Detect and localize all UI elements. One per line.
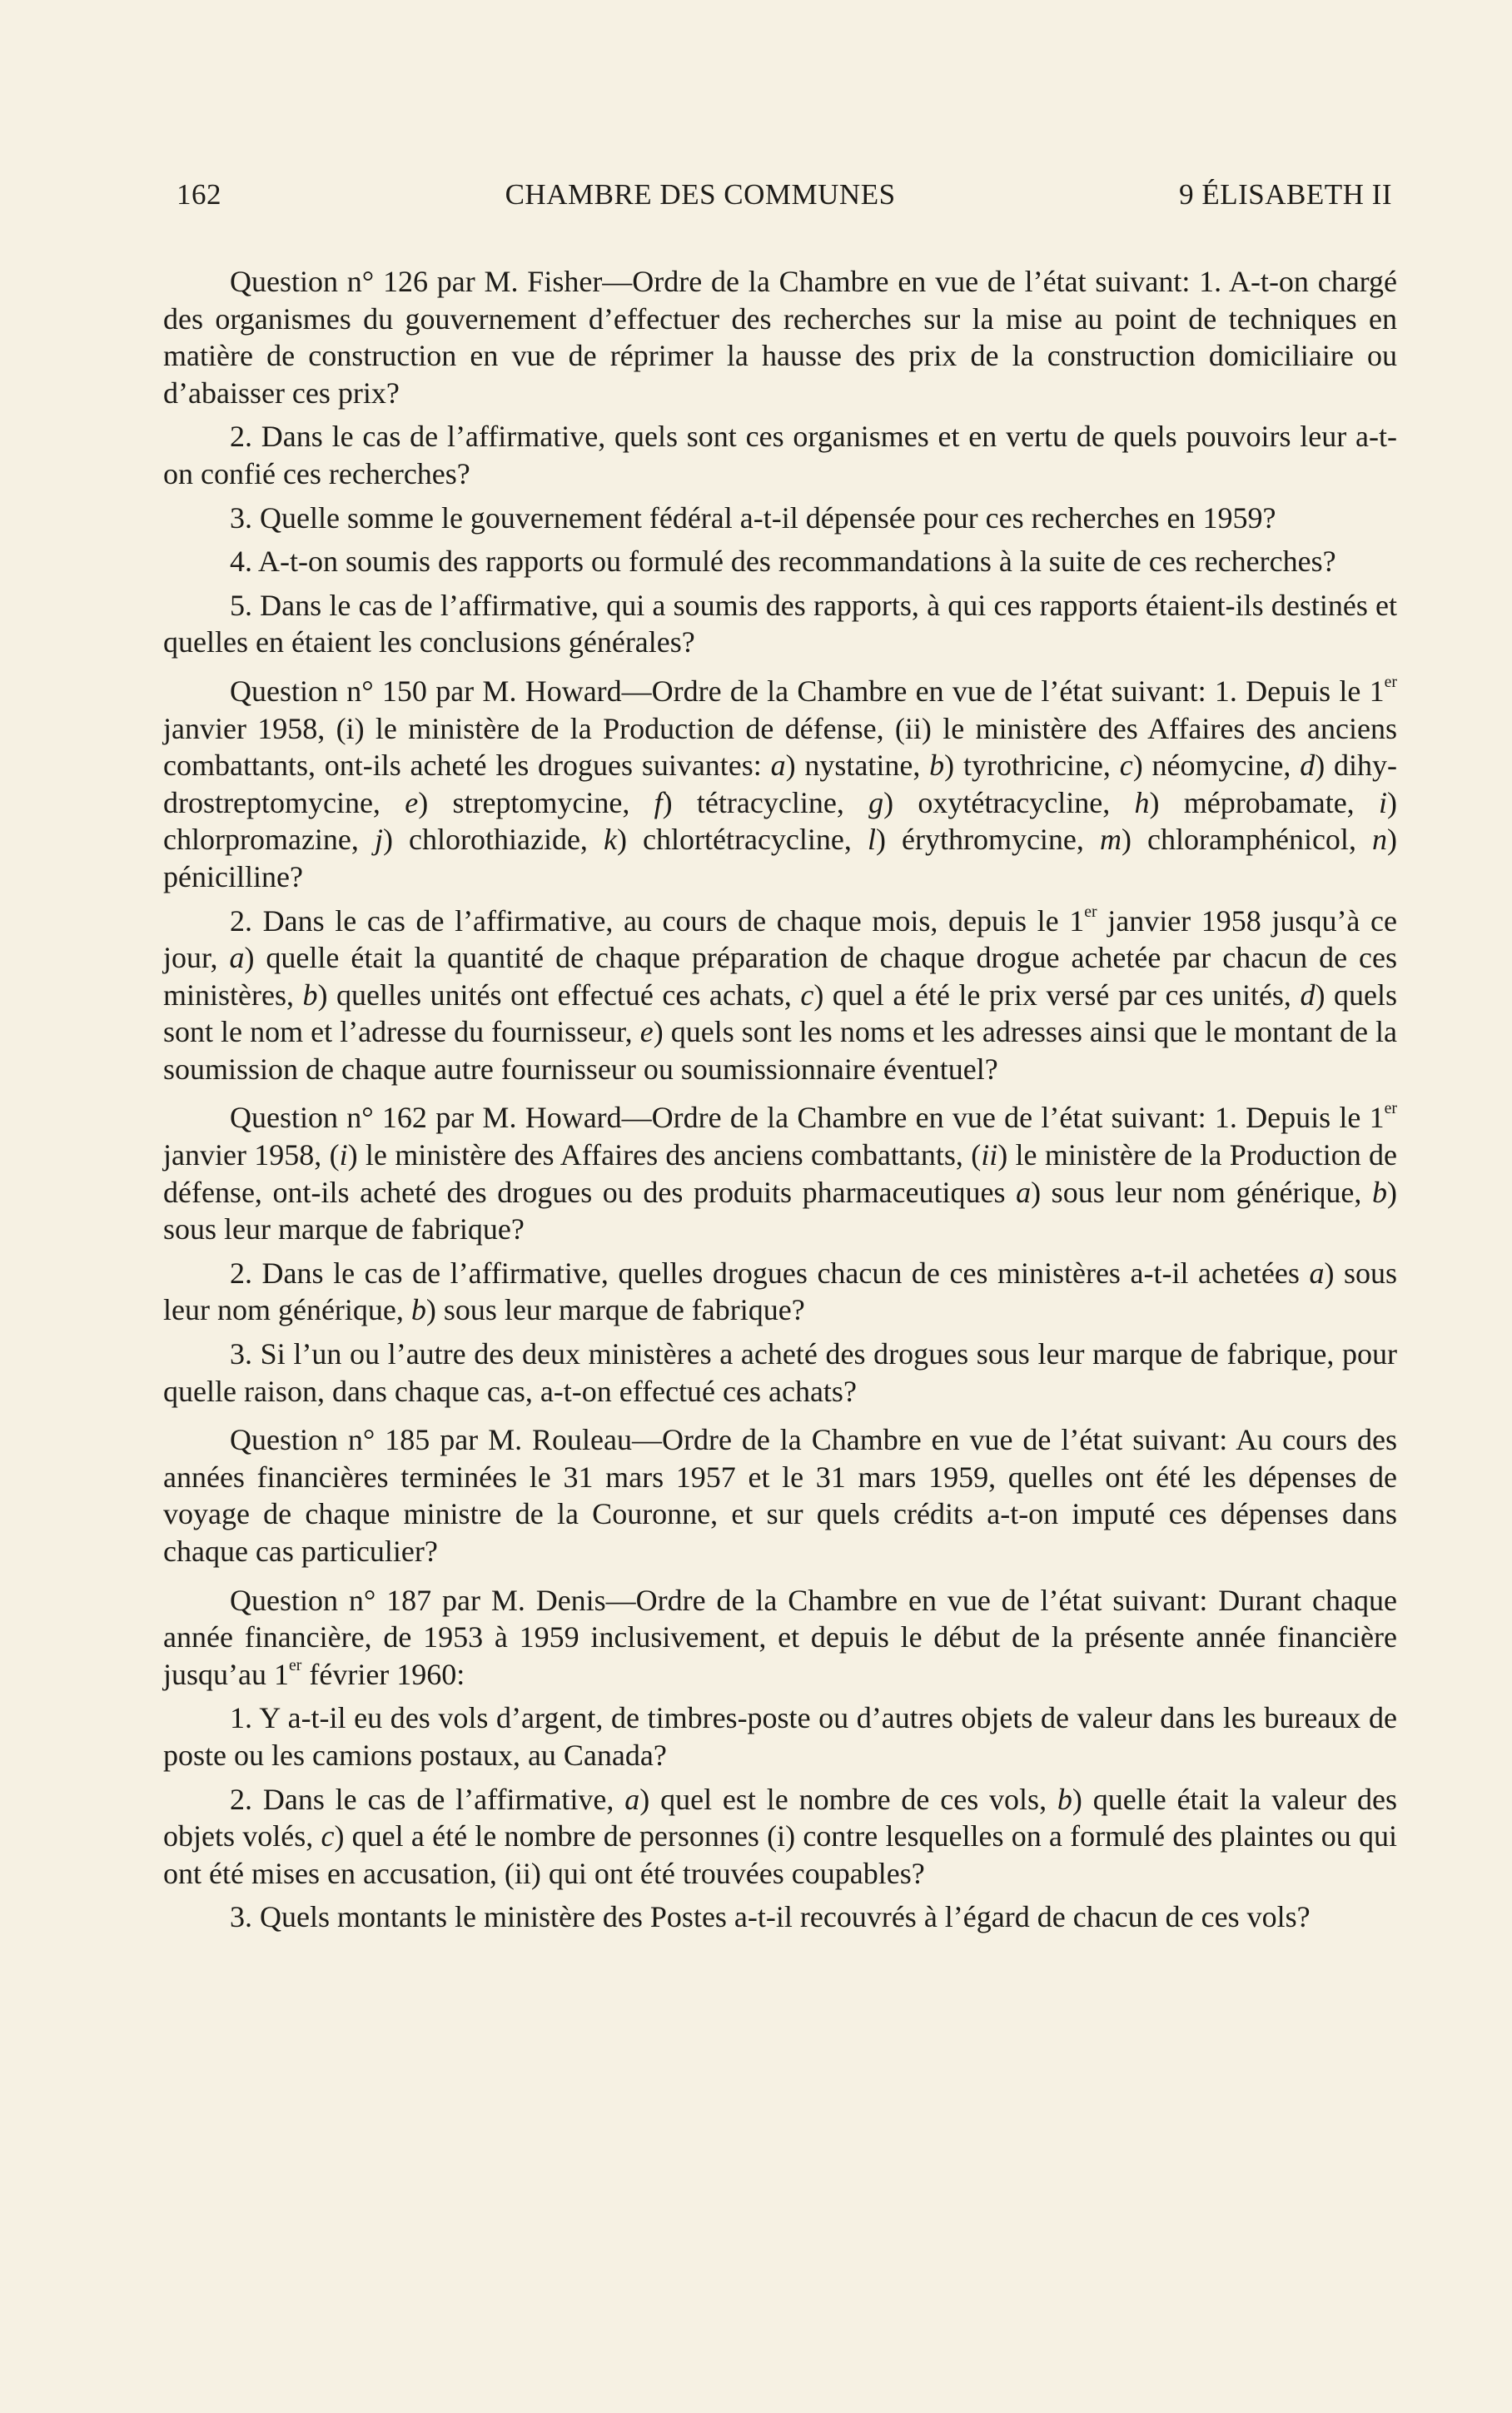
page-header <box>177 178 1392 211</box>
running-title: CHAMBRE DES COMMUNES <box>505 178 896 211</box>
page-number: 162 <box>177 178 221 211</box>
subquestion-paragraph: 4. A-t-on soumis des rapports ou formulé des recommandations à la suite de ces recherches? <box>230 545 1336 579</box>
subquestion-paragraph: 1. Y a-t-il eu des vols d’argent, de timbres-poste ou d’autres objets de valeur dans les bureaux de poste ou les camions postaux, au Canada? <box>163 1701 1397 1772</box>
regnal-year: 9 ÉLISABETH II <box>1179 178 1392 211</box>
question-paragraph: Question n° 150 par M. Howard—Ordre de la Chambre en vue de l’état suivant: 1. Depuis le 1er janvier 1958, (i) le ministère de la Production de défense, (ii) le ministère des Affaires des anciens combattants, ont-ils acheté les drogues suivantes: a) nystatine, b) tyrothricine, c) néomycine, d) dihydrostreptomycine, e) streptomycine, f) tétracycline, g) oxytétracycline, h) méprobamate, i) chlorpromazine, j) chlorothiazide, k) chlortétracycline, l) érythromycine, m) chloramphénicol, n) pénicilline? <box>163 673 1398 893</box>
subquestion-paragraph: 3. Quelle somme le gouvernement fédéral a-t-il dépensée pour ces recherches en 1959? <box>230 500 1276 535</box>
subquestion-paragraph: 2. Dans le cas de l’affirmative, a) quel est le nombre de ces vols, b) quelle était la valeur des objets volés, c) quel a été le nombre de personnes (i) contre lesquelles on a formulé des plaintes ou qui ont été mises en accusation, (ii) qui ont été trouvées coupables? <box>163 1782 1397 1890</box>
subquestion-paragraph: 3. Quels montants le ministère des Postes a-t-il recouvrés à l’égard de chacun de ces vols? <box>230 1900 1311 1934</box>
subquestion-paragraph: 5. Dans le cas de l’affirmative, qui a soumis des rapports, à qui ces rapports étaient-ils destinés et quelles en étaient les conclusions générales? <box>163 588 1397 659</box>
subquestion-paragraph: 2. Dans le cas de l’affirmative, au cours de chaque mois, depuis le 1er janvier 1958 jusqu’à ce jour, a) quelle était la quantité de chaque préparation de chaque drogue achetée par chacun de ces ministères, b) quelles unités ont effectué ces achats, c) quel a été le prix versé par ces unités, d) quels sont le nom et l’adresse du fournisseur, e) quels sont les noms et les adresses ainsi que le montant de la soumission de chaque autre fournisseur ou soumissionnaire éventuel? <box>163 902 1398 1086</box>
question-paragraph: Question n° 187 par M. Denis—Ordre de la Chambre en vue de l’état suivant: Durant chaque année financière, de 1953 à 1959 inclusivement, et depuis le début de la présente année financière jusqu’au 1er février 1960: <box>163 1583 1397 1691</box>
subquestion-paragraph: 2. Dans le cas de l’affirmative, quelles drogues chacun de ces ministères a-t-il achetées a) sous leur nom générique, b) sous leur marque de fabrique? <box>163 1256 1398 1327</box>
question-paragraph: Question n° 162 par M. Howard—Ordre de la Chambre en vue de l’état suivant: 1. Depuis le 1er janvier 1958, (i) le ministère des Affaires des anciens combattants, (ii) le ministère de la Production de défense, ont-ils acheté des drogues ou des produits pharmaceutiques a) sous leur nom générique, b) sous leur marque de fabrique? <box>163 1099 1397 1246</box>
subquestion-paragraph: 2. Dans le cas de l’affirmative, quels sont ces organismes et en vertu de quels pouvoirs leur a-t-on confié ces recherches? <box>163 420 1397 490</box>
question-paragraph: Question n° 126 par M. Fisher—Ordre de la Chambre en vue de l’état suivant: 1. A-t-on chargé des organismes du gouvernement d’effectuer des recherches sur la mise au point de techniques en matière de construction en vue de réprimer la hausse des prix de la construction domiciliaire ou d’abaisser ces prix? <box>163 265 1397 410</box>
body-text <box>163 263 1397 1936</box>
subquestion-paragraph: 3. Si l’un ou l’autre des deux ministères a acheté des drogues sous leur marque de fabrique, pour quelle raison, dans chaque cas, a-t-on effectué ces achats? <box>163 1337 1397 1408</box>
question-paragraph: Question n° 185 par M. Rouleau—Ordre de la Chambre en vue de l’état suivant: Au cours des années financières terminées le 31 mars 1957 et le 31 mars 1959, quelles ont été les dépenses de voyage de chaque ministre de la Couronne, et sur quels crédits a-t-on imputé ces dépenses dans chaque cas particulier? <box>163 1423 1397 1568</box>
